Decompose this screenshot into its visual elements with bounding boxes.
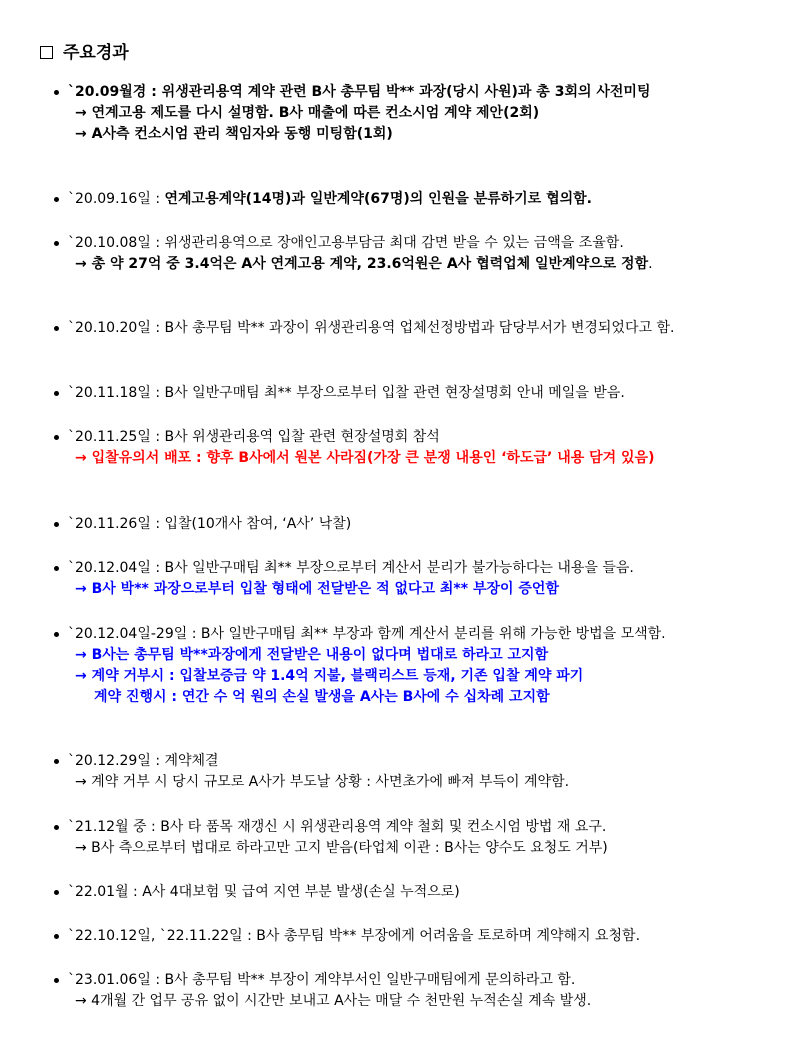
list-item [50,624,768,708]
list-item [50,926,768,947]
list-item [50,970,768,1012]
list-item [50,189,768,210]
list-item [50,514,768,535]
list-item [50,882,768,903]
list-item [50,383,768,404]
item-sub-text: → A사측 컨소시엄 관리 책임자와 동행 미팅함(1회) [75,126,393,142]
item-sub-text-blue: → B사 박** 과장으로부터 입찰 형태에 전달받은 적 없다고 최** 부장이 증언함 [75,581,559,597]
item-sub-text: → 계약 거부 시 당시 규모로 A사가 부도날 상황 : 사면초가에 빠져 부득이 계약함. [75,774,570,790]
item-date: `20.09.16일 : [68,191,165,207]
item-text: `20.11.26일 : 입찰(10개사 참여, ‘A사’ 낙찰) [68,516,352,532]
item-text: `20.10.20일 : B사 총무팀 박** 과장이 위생관리용역 업체선정방법과 담당부서가 변경되었다고 함. [68,320,675,336]
section-title: 주요경과 [63,43,129,63]
item-sub-tail: . [648,256,653,272]
item-text: `22.10.12일, `22.11.22일 : B사 총무팀 박** 부장에게 어려움을 토로하며 계약해지 요청함. [68,928,641,944]
item-text: `22.01월 : A사 4대보험 및 급여 지연 부분 발생(손실 누적으로) [68,884,460,900]
item-sub-text-blue: 계약 진행시 : 연간 수 억 원의 손실 발생을 A사는 B사에 수 십차례 고지함 [94,689,550,705]
list-item [50,751,768,793]
item-text: 연계고용계약(14명)과 일반계약(67명)의 인원을 분류하기로 협의함. [164,191,592,207]
list-item [50,817,768,859]
item-sub-text-blue: → B사는 총무팀 박**과장에게 전달받은 내용이 없다며 법대로 하라고 고지함 [75,647,549,663]
item-text: `20.10.08일 : 위생관리용역으로 장애인고용부담금 최대 감면 받을 수 있는 금액을 조율함. [68,235,624,251]
item-sub-text-red: → 입찰유의서 배포 : 향후 B사에서 원본 사라짐(가장 큰 분쟁 내용인 ‘하도급’ 내용 담겨 있음) [75,450,655,466]
item-text: `20.11.18일 : B사 일반구매팀 최** 부장으로부터 입찰 관련 현장설명회 안내 메일을 받음. [68,385,625,401]
item-sub-text: → 4개월 간 업무 공유 없이 시간만 보내고 A사는 매달 수 천만원 누적손실 계속 발생. [75,993,592,1009]
item-text: `20.12.29일 : 계약체결 [68,753,219,769]
item-text: `20.11.25일 : B사 위생관리용역 입찰 관련 현장설명회 참석 [68,429,440,445]
list-item [50,318,768,339]
item-sub-text: → 총 약 27억 중 3.4억은 A사 연계고용 계약, 23.6억원은 A사 협력업체 일반계약으로 정함 [75,256,649,272]
item-text: `20.12.04일-29일 : B사 일반구매팀 최** 부장과 함께 계산서 분리를 위해 가능한 방법을 모색함. [68,626,666,642]
item-text: `23.01.06일 : B사 총무팀 박** 부장이 계약부서인 일반구매팀에게 문의하라고 함. [68,972,576,988]
item-sub-text: → B사 측으로부터 법대로 하라고만 고지 받음(타업체 이관 : B사는 양수도 요청도 거부) [75,840,608,856]
item-sub-text: → 연계고용 제도를 다시 설명함. B사 매출에 따른 컨소시엄 계약 제안(2회) [75,105,540,121]
item-text: `20.09월경 : 위생관리용역 계약 관련 B사 총무팀 박** 과장(당시 사원)과 총 3회의 사전미팅 [68,84,651,100]
item-sub-text-blue: → 계약 거부시 : 입찰보증금 약 1.4억 지불, 블랙리스트 등재, 기존 입찰 계약 파기 [75,668,584,684]
item-text: `21.12월 중 : B사 타 품목 재갱신 시 위생관리용역 계약 철회 및 컨소시엄 방법 재 요구. [68,819,607,835]
list-item [50,558,768,600]
item-text: `20.12.04일 : B사 일반구매팀 최** 부장으로부터 계산서 분리가 불가능하다는 내용을 들음. [68,560,634,576]
checkbox-square-icon [40,46,53,59]
list-item [50,233,768,275]
section-heading [40,38,129,63]
list-item [50,427,768,469]
list-item [50,82,768,145]
